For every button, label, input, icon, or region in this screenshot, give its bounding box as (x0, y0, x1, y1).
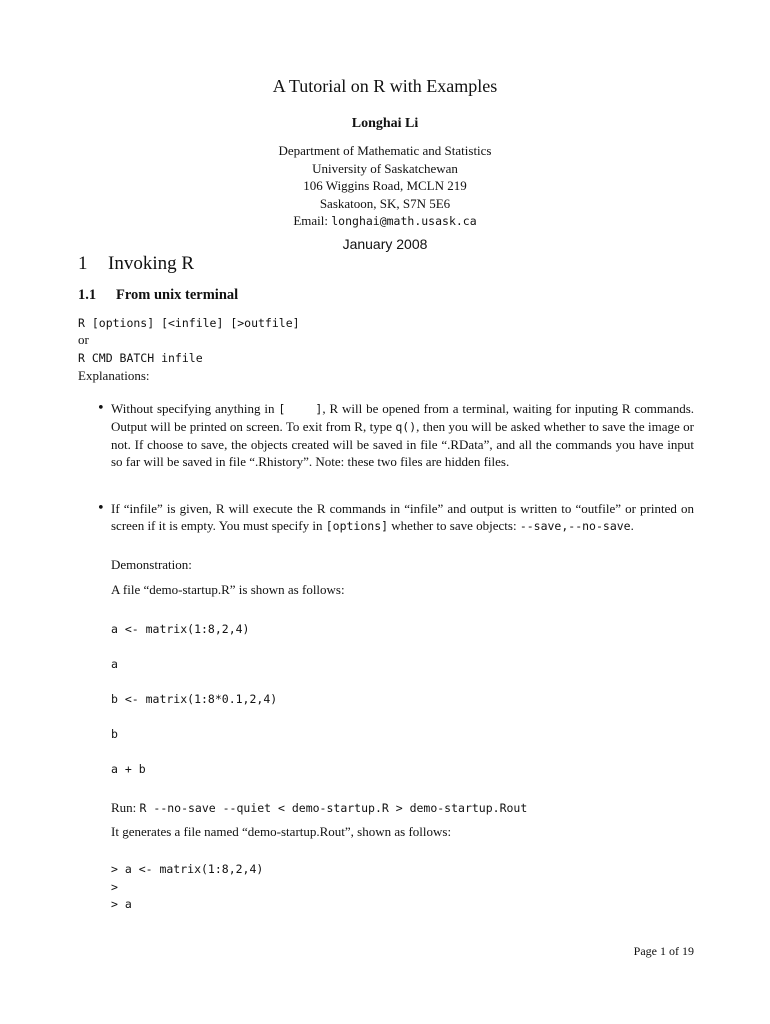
text-run: . (630, 518, 634, 533)
subsection-heading (78, 287, 238, 304)
section-heading (78, 253, 194, 275)
section-number: 1 (78, 253, 88, 274)
author-name: Longhai Li (351, 116, 419, 131)
demo-label: Demonstration: (111, 557, 192, 572)
text-run: If “infile” is given, R will execute the R commands in “infile” and output is written to “outfile” or printed on screen if it is empty. You must specify in (111, 501, 694, 533)
affiliation-line: Department of Mathematic and Statistics (278, 143, 492, 158)
generates-text: It generates a file named “demo-startup.Rout”, shown as follows: (111, 824, 452, 839)
code-line: a <- matrix(1:8,2,4) (111, 622, 250, 636)
run-label: Run: (111, 800, 140, 815)
run-command: R --no-save --quiet < demo-startup.R > demo-startup.Rout (139, 801, 528, 815)
paper-date: January 2008 (342, 236, 428, 252)
paper-title: A Tutorial on R with Examples (272, 76, 498, 96)
usage-command: R CMD BATCH infile (78, 351, 203, 365)
affiliation-line: Saskatoon, SK, S7N 5E6 (319, 195, 451, 211)
usage-or: or (78, 332, 89, 347)
inline-code: q() (395, 420, 417, 434)
demo-file-intro: A file “demo-startup.R” is shown as follows: (111, 582, 345, 597)
code-line: b <- matrix(1:8*0.1,2,4) (111, 692, 278, 706)
subsection-title: From unix terminal (116, 287, 239, 303)
email-label: Email: (293, 213, 332, 228)
output-line: > (111, 880, 118, 894)
run-instruction (111, 800, 527, 816)
section-title: Invoking R (108, 253, 195, 274)
affiliation-line: 106 Wiggins Road, MCLN 219 (303, 178, 467, 193)
text-run: Without specifying anything in (111, 401, 279, 416)
output-line: > a (111, 897, 132, 911)
email-address[interactable]: longhai@math.usask.ca (331, 214, 477, 228)
inline-code: --save,--no-save (519, 519, 631, 533)
bullet-marker: • (97, 501, 105, 516)
bullet-paragraph (111, 500, 694, 535)
affiliation-line: University of Saskatchewan (312, 160, 458, 176)
inline-code: [options] (325, 519, 389, 533)
bullet-paragraph (111, 400, 694, 470)
bullet-marker: • (97, 401, 105, 416)
text-run: , R will be opened from a terminal, waiting for inputing R commands. Output will be printed on screen. To exit from R, type (111, 401, 695, 434)
code-line: b (111, 727, 118, 741)
text-run: whether to save objects: (388, 518, 520, 533)
affiliation-block (0, 142, 770, 231)
email-line (0, 212, 770, 231)
subsection-number: 1.1 (78, 287, 97, 303)
explanations-label: Explanations: (78, 368, 150, 383)
code-line: a (111, 657, 118, 671)
usage-command: R [options] [<infile] [>outfile] (78, 316, 300, 330)
output-line: > a <- matrix(1:8,2,4) (111, 862, 264, 876)
page-number: Page 1 of 19 (633, 944, 694, 958)
inline-code: [ ] (278, 402, 323, 416)
text-run: , then you will be asked whether to save the image or not. If choose to save, the objects created will be saved in file “.RData”, and all the commands you have input so far will be saved in file “.Rhistory”. Note: these two files are hidden files. (111, 419, 694, 469)
code-line: a + b (111, 762, 146, 776)
